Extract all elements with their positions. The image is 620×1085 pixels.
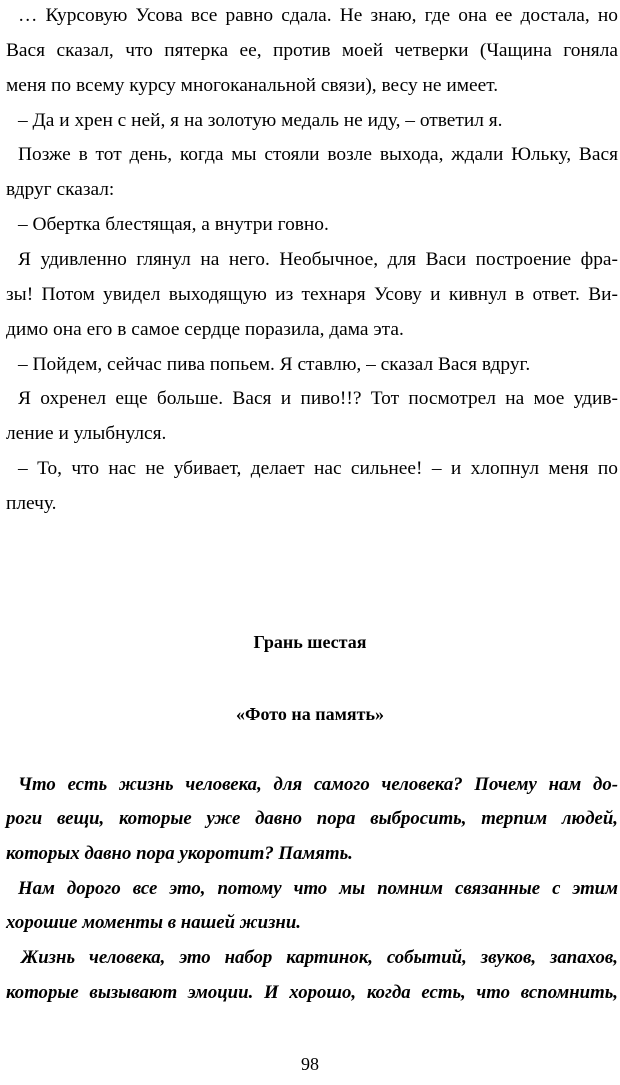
- body-line-2: Вася сказал, что пятерка ее, против моей четверки (Чащина гоняла: [6, 40, 618, 61]
- body-line-10: димо она его в самое сердце поразила, дама эта.: [6, 319, 404, 340]
- page-number: 98: [301, 1054, 319, 1074]
- body-line-14: – То, что нас не убивает, делает нас сильнее! – и хлопнул меня по: [18, 458, 618, 479]
- body-line-8: Я удивленно глянул на него. Необычное, для Васи построение фра-: [18, 249, 618, 270]
- body-line-5: Позже в тот день, когда мы стояли возле выхода, ждали Юльку, Вася: [18, 144, 618, 165]
- body-line-12: Я охренел еще больше. Вася и пиво!!? Тот посмотрел на мое удив-: [18, 388, 618, 409]
- body-line-1: … Курсовую Усова все равно сдала. Не знаю, где она ее достала, но: [18, 5, 618, 26]
- chapter-subtitle: «Фото на память»: [236, 704, 384, 724]
- body-line-6: вдруг сказал:: [6, 179, 115, 200]
- epigraph-line-6: Жизнь человека, это набор картинок, событий, звуков, запахов,: [21, 947, 618, 968]
- epigraph-line-1: Что есть жизнь человека, для самого человека? Почему нам до-: [18, 774, 618, 795]
- epigraph-line-5: хорошие моменты в нашей жизни.: [6, 912, 301, 933]
- body-line-3: меня по всему курсу многоканальной связи), весу не имеет.: [6, 75, 499, 96]
- body-line-4: – Да и хрен с ней, я на золотую медаль не иду, – ответил я.: [18, 110, 503, 131]
- epigraph-line-2: роги вещи, которые уже давно пора выбросить, терпим людей,: [6, 808, 618, 829]
- epigraph-line-3: которых давно пора укоротит? Память.: [6, 843, 353, 864]
- body-line-11: – Пойдем, сейчас пива попьем. Я ставлю, – сказал Вася вдруг.: [18, 354, 531, 375]
- epigraph-line-7: которые вызывают эмоции. И хорошо, когда есть, что вспомнить,: [6, 982, 618, 1003]
- body-line-9: зы! Потом увидел выходящую из технаря Усову и кивнул в ответ. Ви-: [6, 284, 618, 305]
- body-line-15: плечу.: [6, 493, 57, 514]
- chapter-title: Грань шестая: [253, 632, 367, 652]
- body-line-13: ление и улыбнулся.: [6, 423, 167, 444]
- epigraph-line-4: Нам дорого все это, потому что мы помним связанные с этим: [18, 878, 618, 899]
- body-line-7: – Обертка блестящая, а внутри говно.: [18, 214, 329, 235]
